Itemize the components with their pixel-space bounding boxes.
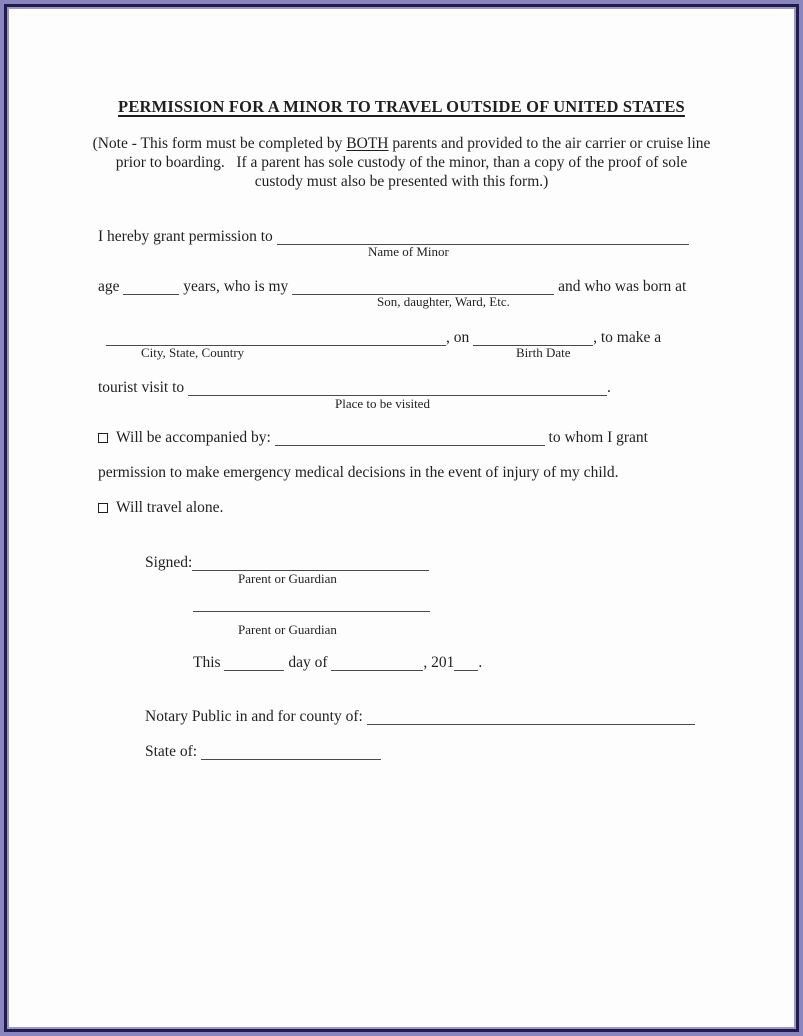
accompanied-label: Will be accompanied by: (116, 429, 275, 446)
row-date: This day of , 201 . (193, 654, 483, 671)
form-note (9, 134, 794, 191)
document-page (9, 9, 794, 1027)
checkbox-accompanied-icon (98, 433, 108, 443)
note-line-1: (Note - This form must be completed by BOTH parents and provided to the air carrier or cruise line (92, 135, 711, 152)
year-label: , 201 (423, 654, 455, 671)
note-line-2: prior to boarding. If a parent has sole custody of the minor, than a copy of the proof of sole (115, 154, 688, 171)
checkbox-travel-alone-icon (98, 503, 108, 513)
row-travel-alone (98, 499, 223, 517)
notary-county-label: Notary Public in and for county of: (145, 708, 367, 725)
on-label: , on (446, 329, 474, 346)
note-line-3: custody must also be presented with this form.) (254, 173, 549, 190)
page-frame-line (4, 4, 799, 1032)
day-of-label: day of (284, 654, 332, 671)
day-blank (224, 669, 284, 671)
signed-label: Signed: (145, 554, 193, 571)
note-emphasis-both: BOTH (346, 135, 389, 152)
row-accompanied (98, 429, 648, 447)
born-label: and who was born at (554, 278, 687, 295)
page-inner-frame (7, 7, 796, 1029)
state-blank (201, 758, 381, 760)
row-signed-2 (193, 595, 430, 613)
tourist-label: tourist visit to (98, 379, 188, 396)
make-label: , to make a (593, 329, 662, 346)
grant-label: I hereby grant permission to (98, 228, 277, 245)
guardian-caption-1: Parent or Guardian (238, 571, 337, 586)
travel-alone-label: Will travel alone. (116, 499, 224, 516)
city-state-country-caption: City, State, Country (141, 345, 245, 360)
row-permission-sentence: permission to make emergency medical decisions in the event of injury of my child. (98, 464, 619, 481)
county-blank (367, 723, 695, 725)
signature-blank-2 (193, 610, 430, 612)
minor-name-blank (277, 243, 689, 245)
birthdate-caption: Birth Date (516, 345, 571, 360)
accompanied-by-blank (275, 444, 545, 446)
row-notary-state (145, 743, 381, 761)
minor-name-caption: Name of Minor (368, 244, 449, 259)
age-blank (123, 293, 179, 295)
grant-suffix-label: to whom I grant (544, 429, 648, 446)
row-notary-county (145, 708, 695, 726)
this-label: This (193, 654, 225, 671)
place-caption: Place to be visited (335, 396, 430, 411)
state-label: State of: (145, 743, 201, 760)
guardian-caption-2: Parent or Guardian (238, 622, 337, 637)
row-tourist-visit: tourist visit to . (98, 379, 611, 396)
relation-caption: Son, daughter, Ward, Etc. (377, 294, 510, 309)
relation-label: years, who is my (179, 278, 293, 295)
form-title: PERMISSION FOR A MINOR TO TRAVEL OUTSIDE OF UNITED STATES (118, 97, 685, 116)
month-blank (331, 669, 423, 671)
age-label: age (98, 278, 124, 295)
row-signed-1 (145, 554, 429, 572)
year-blank (454, 669, 478, 671)
